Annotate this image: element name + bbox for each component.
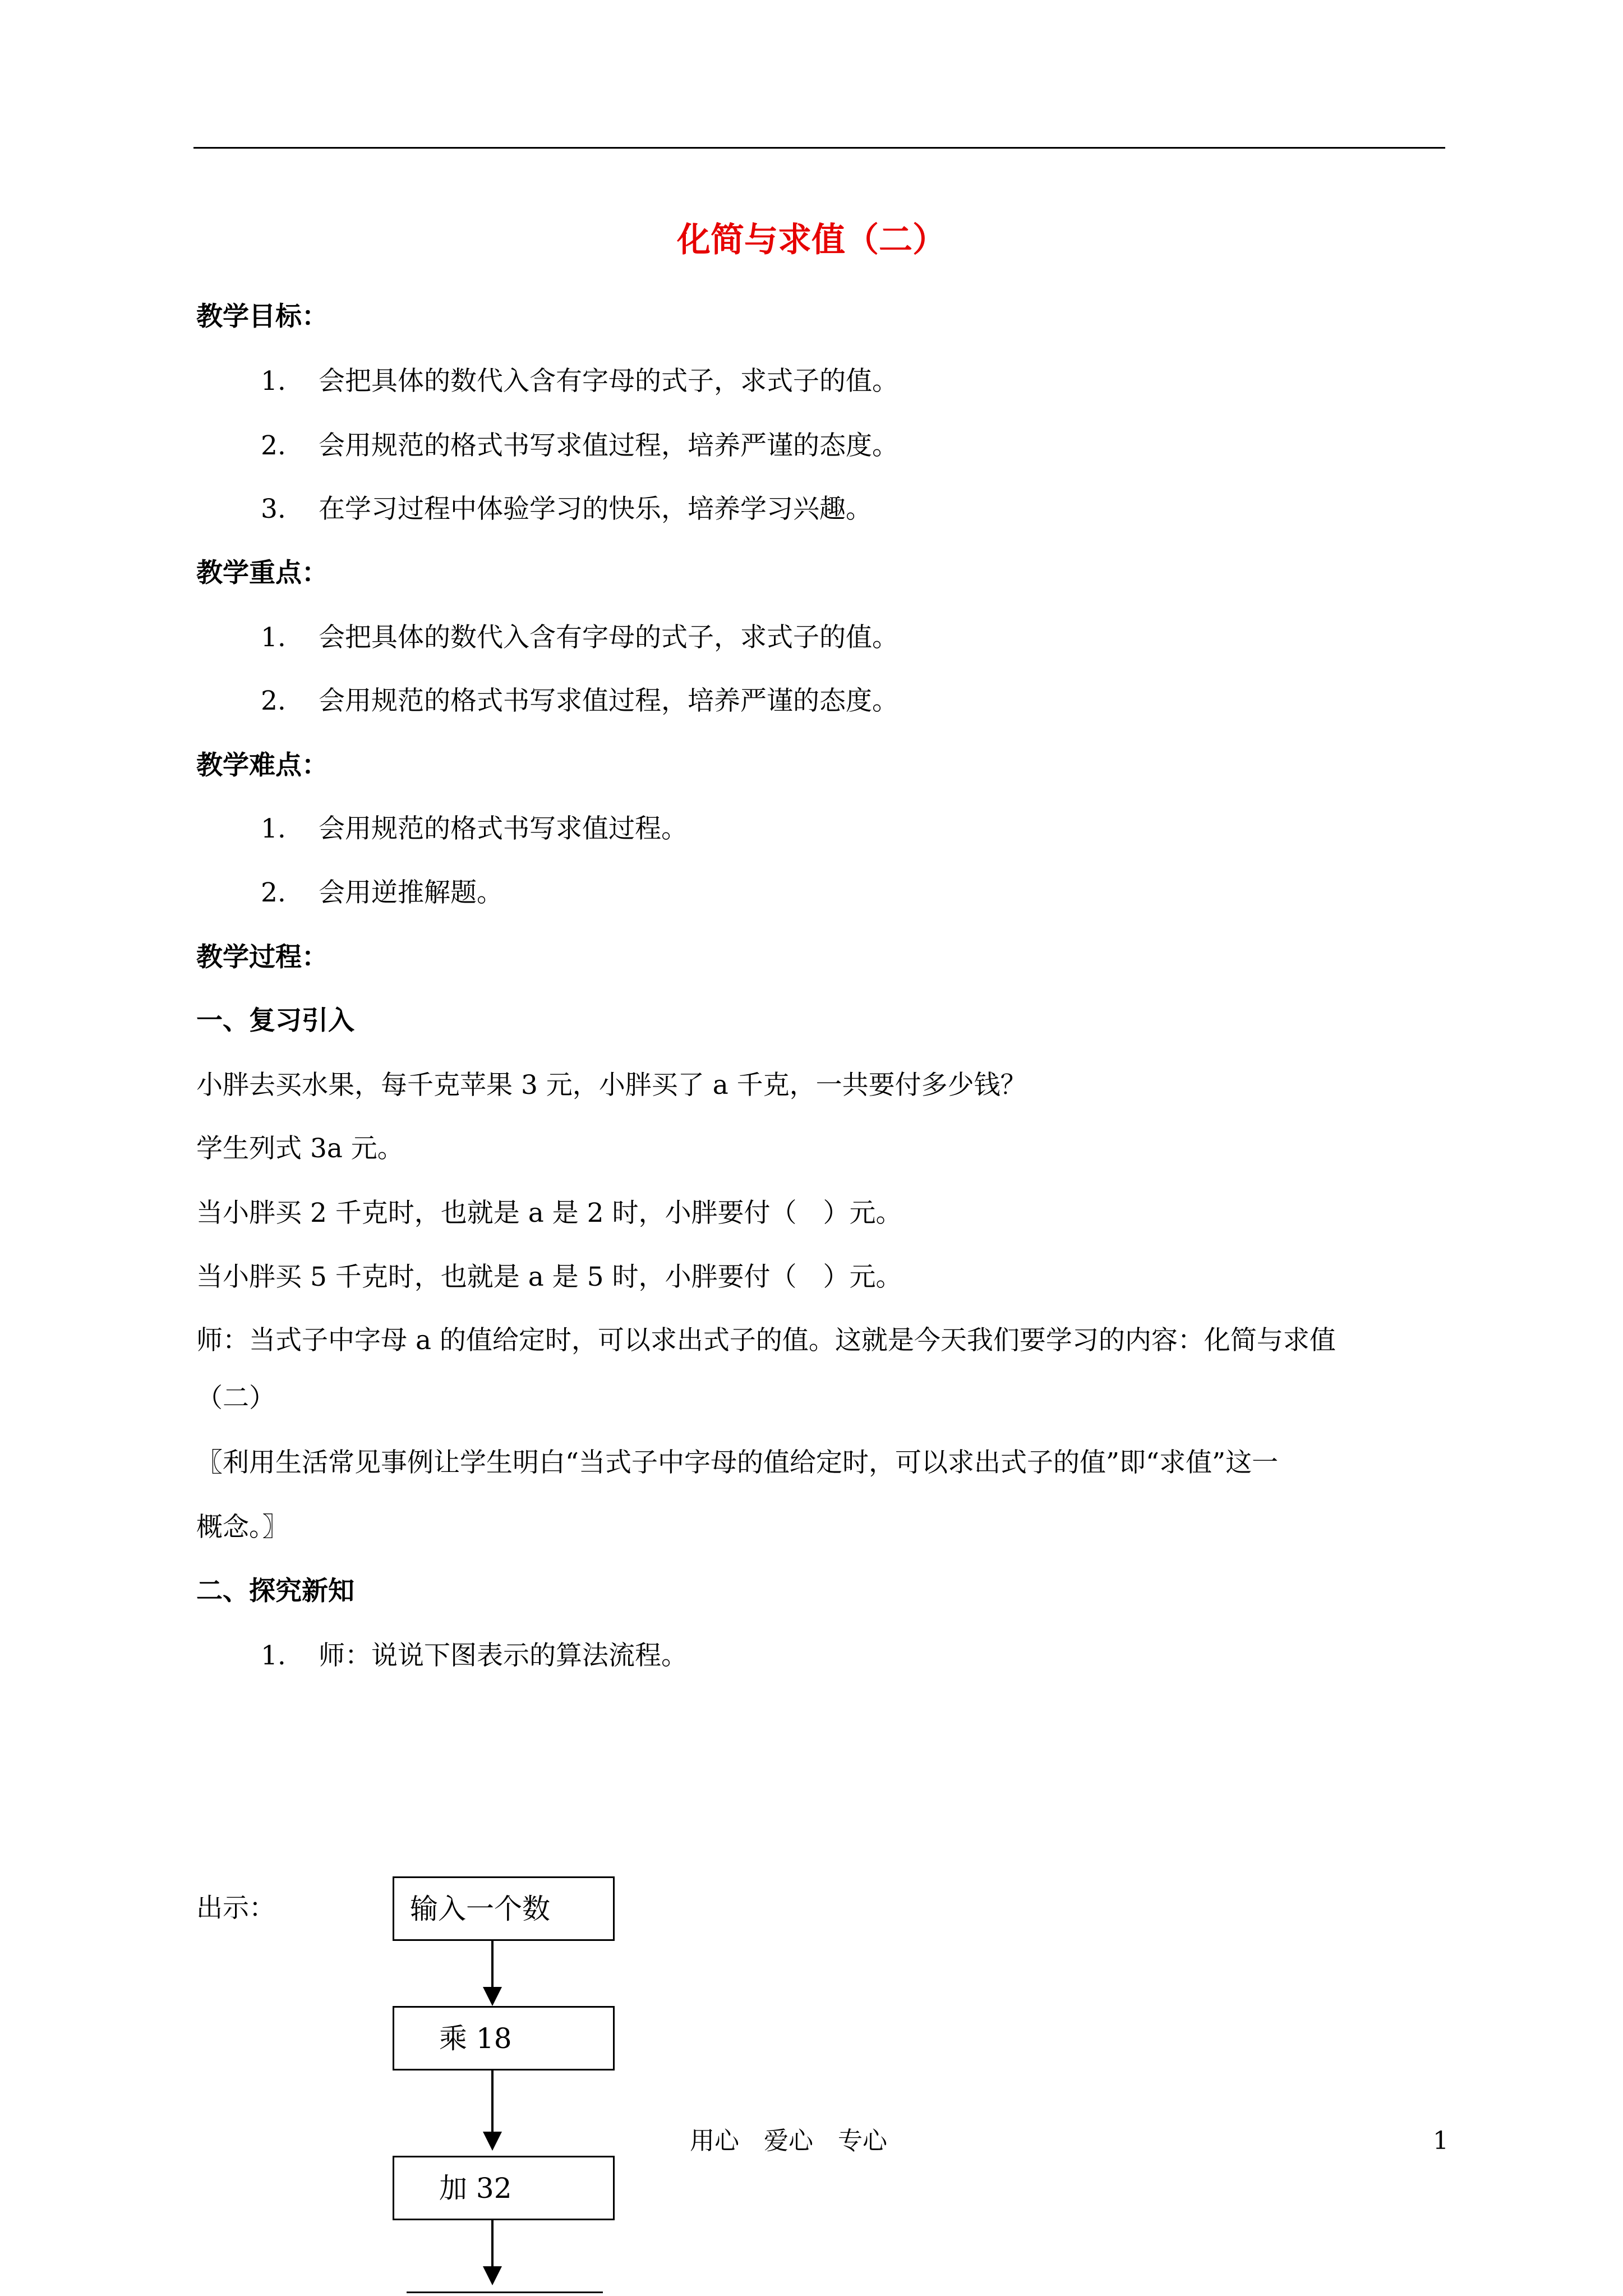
key-point-1-number: 1. bbox=[261, 622, 286, 653]
section1-paragraph-5-line-1: 师：当式子中字母 a 的值给定时，可以求出式子的值。这就是今天我们要学习的内容：化简与求值 bbox=[196, 1325, 1336, 1356]
goal-3-number: 3. bbox=[261, 494, 286, 524]
section1-note-line-1: 〖利用生活常见事例让学生明白“当式子中字母的值给定时，可以求出式子的值”即“求值”这一 bbox=[196, 1447, 1279, 1478]
flow-box-input bbox=[393, 1876, 615, 1941]
difficulties-heading: 教学难点： bbox=[196, 750, 328, 781]
flow-arrow-2-line bbox=[491, 2070, 494, 2141]
footer-motto: 用心 爱心 专心 bbox=[690, 2127, 887, 2155]
difficulty-2-number: 2. bbox=[261, 877, 286, 908]
process-heading: 教学过程： bbox=[196, 942, 328, 973]
page-number: 1 bbox=[1433, 2127, 1449, 2155]
flow-arrow-3-head bbox=[483, 2266, 502, 2285]
key-points-heading: 教学重点： bbox=[196, 558, 328, 588]
section1-paragraph-1: 小胖去买水果，每千克苹果 3 元，小胖买了 a 千克，一共要付多少钱？ bbox=[196, 1070, 1027, 1101]
section2-item-1-number: 1. bbox=[261, 1640, 286, 1671]
flow-box-add-label: 加 32 bbox=[439, 2172, 512, 2205]
section1-note-line-2: 概念。〗 bbox=[196, 1512, 289, 1543]
goal-3-text: 在学习过程中体验学习的快乐，培养学习兴趣。 bbox=[319, 494, 872, 524]
flow-box-multiply-label: 乘 18 bbox=[439, 2022, 512, 2055]
section1-paragraph-3: 当小胖买 2 千克时，也就是 a 是 2 时，小胖要付（ ）元。 bbox=[196, 1198, 902, 1228]
section1-heading: 一、复习引入 bbox=[196, 1005, 354, 1036]
section2-heading: 二、探究新知 bbox=[196, 1576, 354, 1607]
flow-arrow-1-head bbox=[483, 1987, 502, 2006]
goal-2-text: 会用规范的格式书写求值过程，培养严谨的态度。 bbox=[319, 430, 898, 461]
section1-paragraph-2: 学生列式 3a 元。 bbox=[196, 1133, 404, 1164]
show-label: 出示： bbox=[196, 1893, 275, 1924]
difficulty-1-text: 会用规范的格式书写求值过程。 bbox=[319, 813, 688, 844]
section1-paragraph-5-line-2: （二） bbox=[196, 1383, 275, 1414]
difficulty-1-number: 1. bbox=[261, 813, 286, 844]
key-point-2-number: 2. bbox=[261, 685, 286, 716]
key-point-2-text: 会用规范的格式书写求值过程，培养严谨的态度。 bbox=[319, 685, 898, 716]
flow-box-add bbox=[393, 2156, 615, 2220]
goal-1-number: 1. bbox=[261, 366, 286, 397]
flow-box-multiply bbox=[393, 2006, 615, 2070]
goal-2-number: 2. bbox=[261, 430, 286, 461]
flow-box-next-top-edge bbox=[407, 2292, 603, 2293]
section2-item-1-text: 师：说说下图表示的算法流程。 bbox=[319, 1640, 688, 1671]
goals-heading: 教学目标： bbox=[196, 301, 328, 332]
difficulty-2-text: 会用逆推解题。 bbox=[319, 877, 503, 908]
section1-paragraph-4: 当小胖买 5 千克时，也就是 a 是 5 时，小胖要付（ ）元。 bbox=[196, 1262, 902, 1292]
key-point-1-text: 会把具体的数代入含有字母的式子，求式子的值。 bbox=[319, 622, 898, 653]
flow-box-input-label: 输入一个数 bbox=[410, 1893, 550, 1925]
header-rule bbox=[193, 147, 1445, 149]
page-title: 化简与求值（二） bbox=[677, 220, 946, 260]
goal-1-text: 会把具体的数代入含有字母的式子，求式子的值。 bbox=[319, 366, 898, 397]
flow-arrow-2-head bbox=[483, 2132, 502, 2151]
